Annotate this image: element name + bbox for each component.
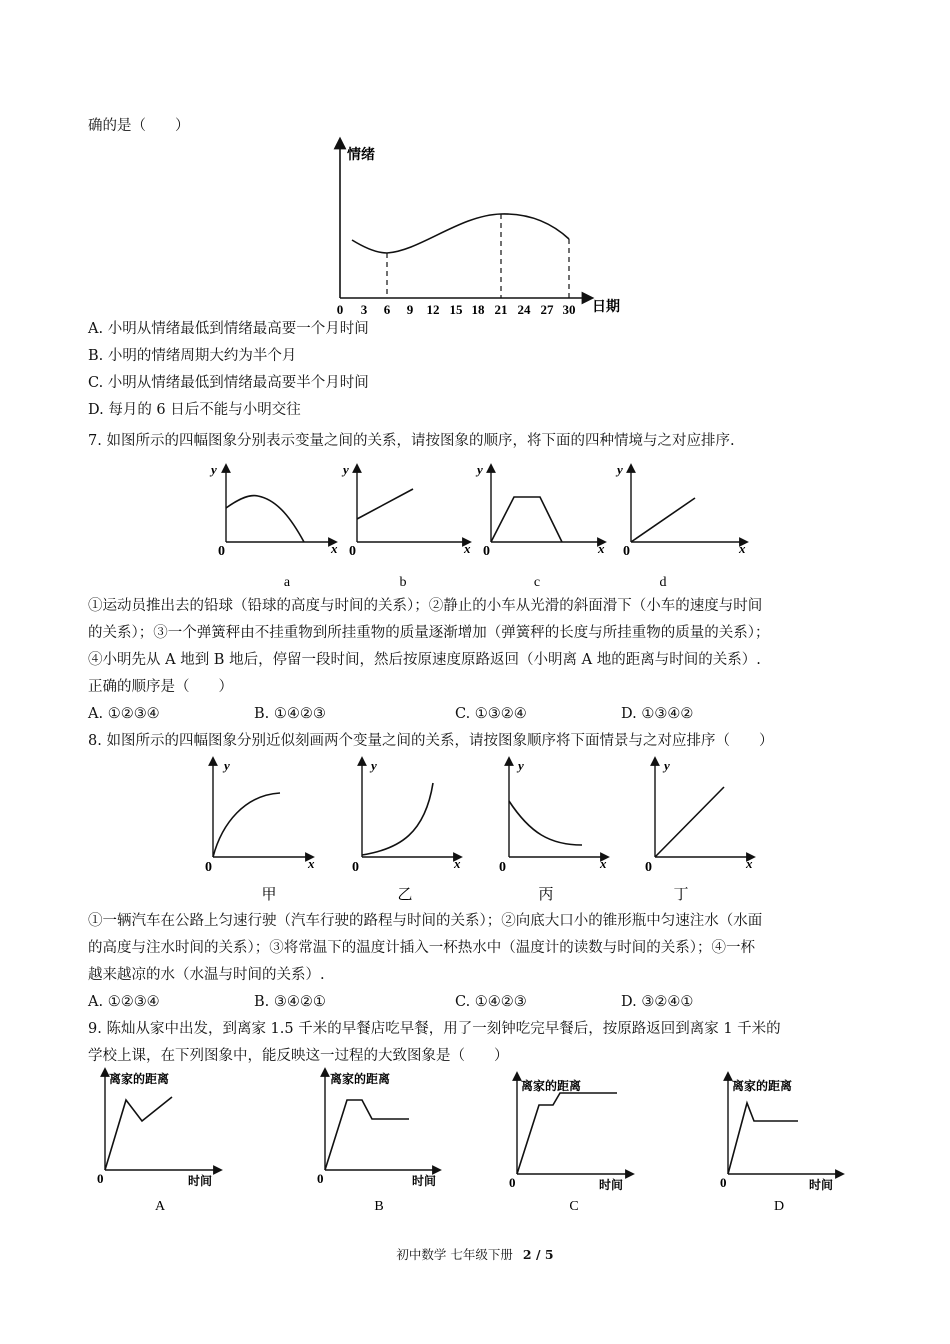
q9-graph-c bbox=[509, 1076, 630, 1214]
q9-x-label: 时间 bbox=[599, 1178, 624, 1192]
q8-x-label: x bbox=[600, 856, 607, 871]
q6-option-c: C. 小明从情绪最低到情绪最高要半个月时间 bbox=[88, 375, 369, 391]
q9-graphs bbox=[0, 1066, 950, 1216]
q6-stem-tail: 确的是（ ） bbox=[88, 118, 190, 134]
q7-label-b: b bbox=[399, 575, 407, 590]
q7-stem: 7. 如图所示的四幅图象分别表示变量之间的关系，请按图象的顺序，将下面的四种情境与之对应排序. bbox=[88, 433, 735, 449]
q8-label-jia: 甲 bbox=[261, 887, 277, 903]
q9-line-b bbox=[325, 1100, 409, 1170]
q8-desc-line: ①一辆汽车在公路上匀速行驶（汽车行驶的路程与时间的关系）；②向底大口小的锥形瓶中匀速注水（水面 bbox=[88, 913, 763, 929]
q8-graph-yi bbox=[352, 758, 461, 903]
q8-x-label: x bbox=[454, 856, 461, 871]
q7-desc-line: 正确的顺序是（ ） bbox=[88, 679, 233, 695]
footer-text: 初中数学 七年级下册 bbox=[396, 1247, 513, 1262]
q8-x-label: x bbox=[308, 856, 315, 871]
q6-tick: 0 bbox=[336, 302, 344, 317]
q6-tick: 15 bbox=[449, 302, 463, 317]
q6-tick: 12 bbox=[426, 302, 440, 317]
q9-line-d bbox=[728, 1103, 798, 1174]
q7-y-label: y bbox=[343, 462, 349, 477]
q8-label-yi: 乙 bbox=[397, 887, 413, 903]
q9-x-label: 时间 bbox=[809, 1178, 834, 1192]
q9-label-c: C bbox=[569, 1199, 579, 1214]
q9-line-a bbox=[105, 1097, 172, 1170]
q9-line-c bbox=[517, 1093, 617, 1174]
q6-y-label: 情绪 bbox=[347, 148, 375, 163]
q8-origin: 0 bbox=[352, 860, 359, 875]
q7-x-label: x bbox=[464, 541, 471, 556]
q6-tick: 9 bbox=[406, 302, 414, 317]
q6-mood-chart bbox=[0, 135, 950, 325]
q9-origin: 0 bbox=[720, 1175, 727, 1190]
q6-tick: 18 bbox=[471, 302, 485, 317]
q9-graph-a bbox=[97, 1071, 218, 1214]
q6-tick: 6 bbox=[383, 302, 391, 317]
q9-y-label: 离家的距离 bbox=[521, 1079, 582, 1093]
q7-label-a: a bbox=[283, 575, 291, 590]
q9-origin: 0 bbox=[97, 1171, 104, 1186]
q8-desc-line: 的高度与注水时间的关系）；③将常温下的温度计插入一杯热水中（温度计的读数与时间的关系）；④一杯 bbox=[88, 940, 755, 956]
q9-label-b: B bbox=[374, 1199, 384, 1214]
q7-option-a: A. ①②③④ bbox=[88, 706, 160, 722]
q8-stem: 8. 如图所示的四幅图象分别近似刻画两个变量之间的关系，请按图象顺序将下面情景与之对应排序（ ） bbox=[88, 733, 774, 749]
q6-option-b: B. 小明的情绪周期大约为半个月 bbox=[88, 348, 297, 364]
q7-graph-d bbox=[615, 462, 746, 590]
q6-tick: 21 bbox=[494, 302, 508, 317]
q9-origin: 0 bbox=[317, 1171, 324, 1186]
q8-curve-jia bbox=[213, 793, 280, 857]
q7-x-label: x bbox=[331, 541, 338, 556]
q8-option-c: C. ①④②③ bbox=[455, 994, 527, 1010]
q7-desc-line: ④小明先从 A 地到 B 地后，停留一段时间，然后按原速度原路返回（小明离 A 地的距离与时间的关系）. bbox=[88, 652, 761, 668]
q7-origin: 0 bbox=[483, 544, 490, 559]
q7-desc-line: ①运动员推出去的铅球（铅球的高度与时间的关系）；②静止的小车从光滑的斜面滑下（小车的速度与时间 bbox=[88, 598, 763, 614]
q8-y-label: y bbox=[224, 758, 230, 773]
q7-origin: 0 bbox=[349, 544, 356, 559]
q8-y-label: y bbox=[664, 758, 670, 773]
q7-line-b bbox=[357, 489, 413, 519]
q6-x-label: 日期 bbox=[592, 300, 620, 315]
q8-label-bing: 丙 bbox=[538, 887, 554, 903]
q7-desc-line: 的关系）；③一个弹簧秤由不挂重物到所挂重物的质量逐渐增加（弹簧秤的长度与所挂重物的质量的关系）； bbox=[88, 625, 770, 641]
q7-line-d bbox=[631, 498, 695, 542]
q8-origin: 0 bbox=[499, 860, 506, 875]
q9-x-label: 时间 bbox=[188, 1174, 213, 1188]
q9-y-label: 离家的距离 bbox=[732, 1079, 793, 1093]
q6-option-d: D. 每月的 6 日后不能与小明交往 bbox=[88, 402, 301, 418]
q8-curve-yi bbox=[362, 783, 433, 855]
q6-x-ticks bbox=[337, 302, 576, 317]
q8-graph-ding bbox=[645, 758, 753, 903]
q9-graph-b bbox=[317, 1071, 437, 1214]
q6-tick: 24 bbox=[517, 302, 531, 317]
q8-option-d: D. ③②④① bbox=[621, 994, 694, 1010]
q7-graphs bbox=[0, 458, 950, 593]
q7-label-d: d bbox=[659, 575, 667, 590]
q8-origin: 0 bbox=[645, 860, 652, 875]
q7-x-label: x bbox=[739, 541, 746, 556]
q7-label-c: c bbox=[533, 575, 541, 590]
q9-origin: 0 bbox=[509, 1175, 516, 1190]
q8-option-a: A. ①②③④ bbox=[88, 994, 160, 1010]
q9-label-a: A bbox=[154, 1199, 166, 1214]
q7-graph-c bbox=[475, 462, 605, 590]
page-footer bbox=[0, 1245, 950, 1263]
q8-curve-bing bbox=[509, 801, 582, 845]
q8-label-ding: 丁 bbox=[673, 887, 689, 903]
q8-line-ding bbox=[655, 787, 724, 857]
q8-origin: 0 bbox=[205, 860, 212, 875]
q8-y-label: y bbox=[371, 758, 377, 773]
q9-x-label: 时间 bbox=[412, 1174, 437, 1188]
q7-y-label: y bbox=[617, 462, 623, 477]
q7-origin: 0 bbox=[218, 544, 225, 559]
q9-stem-line: 学校上课，在下列图象中，能反映这一过程的大致图象是（ ） bbox=[88, 1048, 509, 1064]
q9-y-label: 离家的距离 bbox=[109, 1072, 170, 1086]
q7-y-label: y bbox=[477, 462, 483, 477]
q9-graph-d bbox=[720, 1076, 840, 1214]
q6-tick: 27 bbox=[540, 302, 554, 317]
q8-graphs bbox=[0, 753, 950, 903]
q7-origin: 0 bbox=[623, 544, 630, 559]
q6-tick: 30 bbox=[562, 302, 576, 317]
q6-mood-curve bbox=[352, 214, 569, 253]
q7-option-c: C. ①③②④ bbox=[455, 706, 527, 722]
q7-option-b: B. ①④②③ bbox=[254, 706, 326, 722]
q7-line-c bbox=[491, 497, 562, 542]
q7-y-label: y bbox=[211, 462, 217, 477]
q8-y-label: y bbox=[518, 758, 524, 773]
page-number: 2 / 5 bbox=[522, 1247, 554, 1262]
q8-graph-bing bbox=[499, 758, 607, 903]
q9-label-d: D bbox=[773, 1199, 785, 1214]
q8-option-b: B. ③④②① bbox=[254, 994, 326, 1010]
q8-x-label: x bbox=[746, 856, 753, 871]
q6-tick: 3 bbox=[360, 302, 368, 317]
q7-x-label: x bbox=[598, 541, 605, 556]
q7-graph-a bbox=[209, 462, 338, 590]
q7-graph-b bbox=[341, 462, 471, 590]
q7-option-d: D. ①③④② bbox=[621, 706, 694, 722]
q8-graph-jia bbox=[205, 758, 315, 903]
q8-desc-line: 越来越凉的水（水温与时间的关系）. bbox=[88, 967, 325, 983]
q7-curve-a bbox=[226, 496, 304, 543]
q6-option-a: A. 小明从情绪最低到情绪最高要一个月时间 bbox=[88, 321, 369, 337]
q9-stem-line: 9. 陈灿从家中出发，到离家 1.5 千米的早餐店吃早餐，用了一刻钟吃完早餐后，按原路返回到离家 1 千米的 bbox=[88, 1021, 781, 1037]
q9-y-label: 离家的距离 bbox=[330, 1072, 391, 1086]
